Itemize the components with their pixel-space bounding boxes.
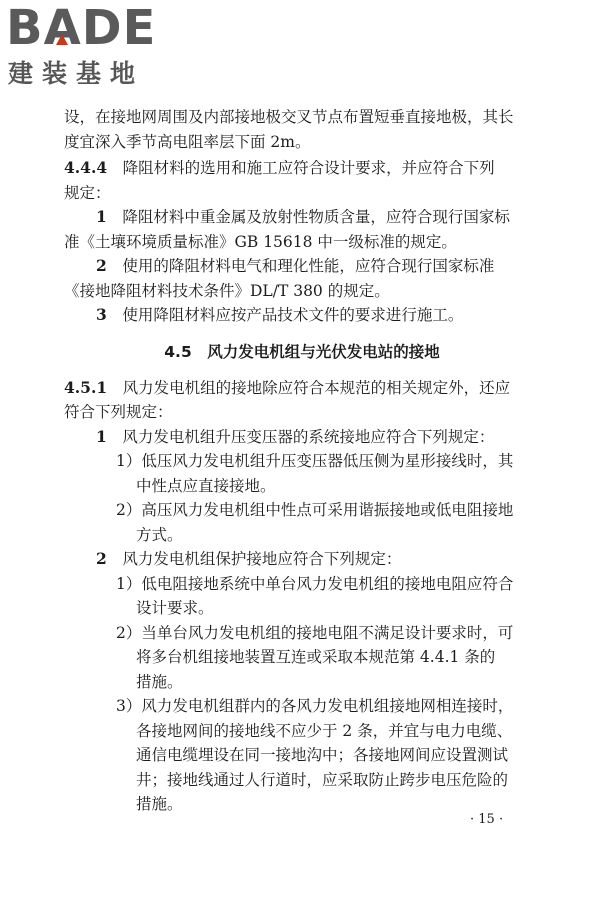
text-line: 井；接地线通过人行道时，应采取防止跨步电压危险的 <box>136 770 509 789</box>
item-text: 使用降阻材料应按产品技术文件的要求进行施工。 <box>122 306 464 324</box>
sub-item-3: 3）风力发电机组群内的各风力发电机组接地网相连接时， <box>116 697 514 715</box>
clause-4-5-1 <box>64 376 540 401</box>
sub-item-1: 1）低压风力发电机组升压变压器低压侧为星形接线时，其 <box>116 452 514 470</box>
list-item-2 <box>64 254 540 279</box>
text-line: 将多台机组接地装置互连或采取本规范第 4.4.1 条的 <box>136 648 496 666</box>
clause-number: 4.5.1 <box>64 377 108 397</box>
text-line: 《接地降阻材料技术条件》DL/T 380 的规定。 <box>64 281 390 300</box>
list-item-2 <box>64 547 540 572</box>
page-body <box>64 105 540 817</box>
item-number: 3 <box>96 305 107 324</box>
list-item-1 <box>64 205 540 230</box>
text-line: 设，在接地网周围及内部接地极交叉节点布置短垂直接地极，其长 <box>64 108 514 126</box>
text-line: 设计要求。 <box>136 599 214 617</box>
item-number: 1 <box>96 207 107 226</box>
list-item-3 <box>64 303 540 328</box>
clause-4-4-4 <box>64 156 540 181</box>
text-line: 各接地网间的接地线不应少于 2 条，并宜与电力电缆、 <box>136 721 513 740</box>
page-number: · 15 · <box>470 812 504 827</box>
clause-text: 风力发电机组的接地除应符合本规范的相关规定外，还应 <box>122 378 511 397</box>
text-line: 符合下列规定： <box>64 403 173 421</box>
text-line: 度宜深入季节高电阻率层下面 2m。 <box>64 132 311 151</box>
item-number: 1 <box>96 426 107 446</box>
logo-chinese-name: 建装基地 <box>8 59 145 88</box>
text-line: 措施。 <box>136 795 183 813</box>
item-number: 2 <box>96 549 107 568</box>
sub-item-2: 2）当单台风力发电机组的接地电阻不满足设计要求时，可 <box>116 623 514 642</box>
logo-accent-letter: A <box>43 0 82 56</box>
item-text: 风力发电机组升压变压器的系统接地应符合下列规定： <box>122 427 495 446</box>
item-number: 2 <box>96 256 107 275</box>
item-text: 降阻材料中重金属及放射性物质含量，应符合现行国家标 <box>122 208 510 226</box>
list-item-1 <box>64 425 540 450</box>
text-line: 方式。 <box>136 525 183 544</box>
text-line: 规定： <box>64 183 111 202</box>
text-line: 中性点应直接接地。 <box>136 476 276 495</box>
section-heading-4-5: 4.5 风力发电机组与光伏发电站的接地 <box>164 342 440 361</box>
text-line: 通信电缆埋设在同一接地沟中；各接地网间应设置测试 <box>136 746 509 764</box>
clause-text: 降阻材料的选用和施工应符合设计要求，并应符合下列 <box>122 159 495 177</box>
text-line: 准《土壤环境质量标准》GB 15618 中一级标准的规定。 <box>64 232 457 251</box>
sub-item-2: 2）高压风力发电机组中性点可采用谐振接地或低电阻接地 <box>116 501 514 519</box>
sub-item-1: 1）低电阻接地系统中单台风力发电机组的接地电阻应符合 <box>116 574 514 593</box>
text-line: 措施。 <box>136 672 183 691</box>
logo-wordmark <box>6 2 156 54</box>
item-text: 风力发电机组保护接地应符合下列规定： <box>122 550 402 568</box>
clause-number: 4.4.4 <box>64 158 108 177</box>
bade-logo <box>6 2 196 88</box>
item-text: 使用的降阻材料电气和理化性能，应符合现行国家标准 <box>122 257 495 275</box>
logo-wordmark-text: BADE <box>6 0 157 56</box>
